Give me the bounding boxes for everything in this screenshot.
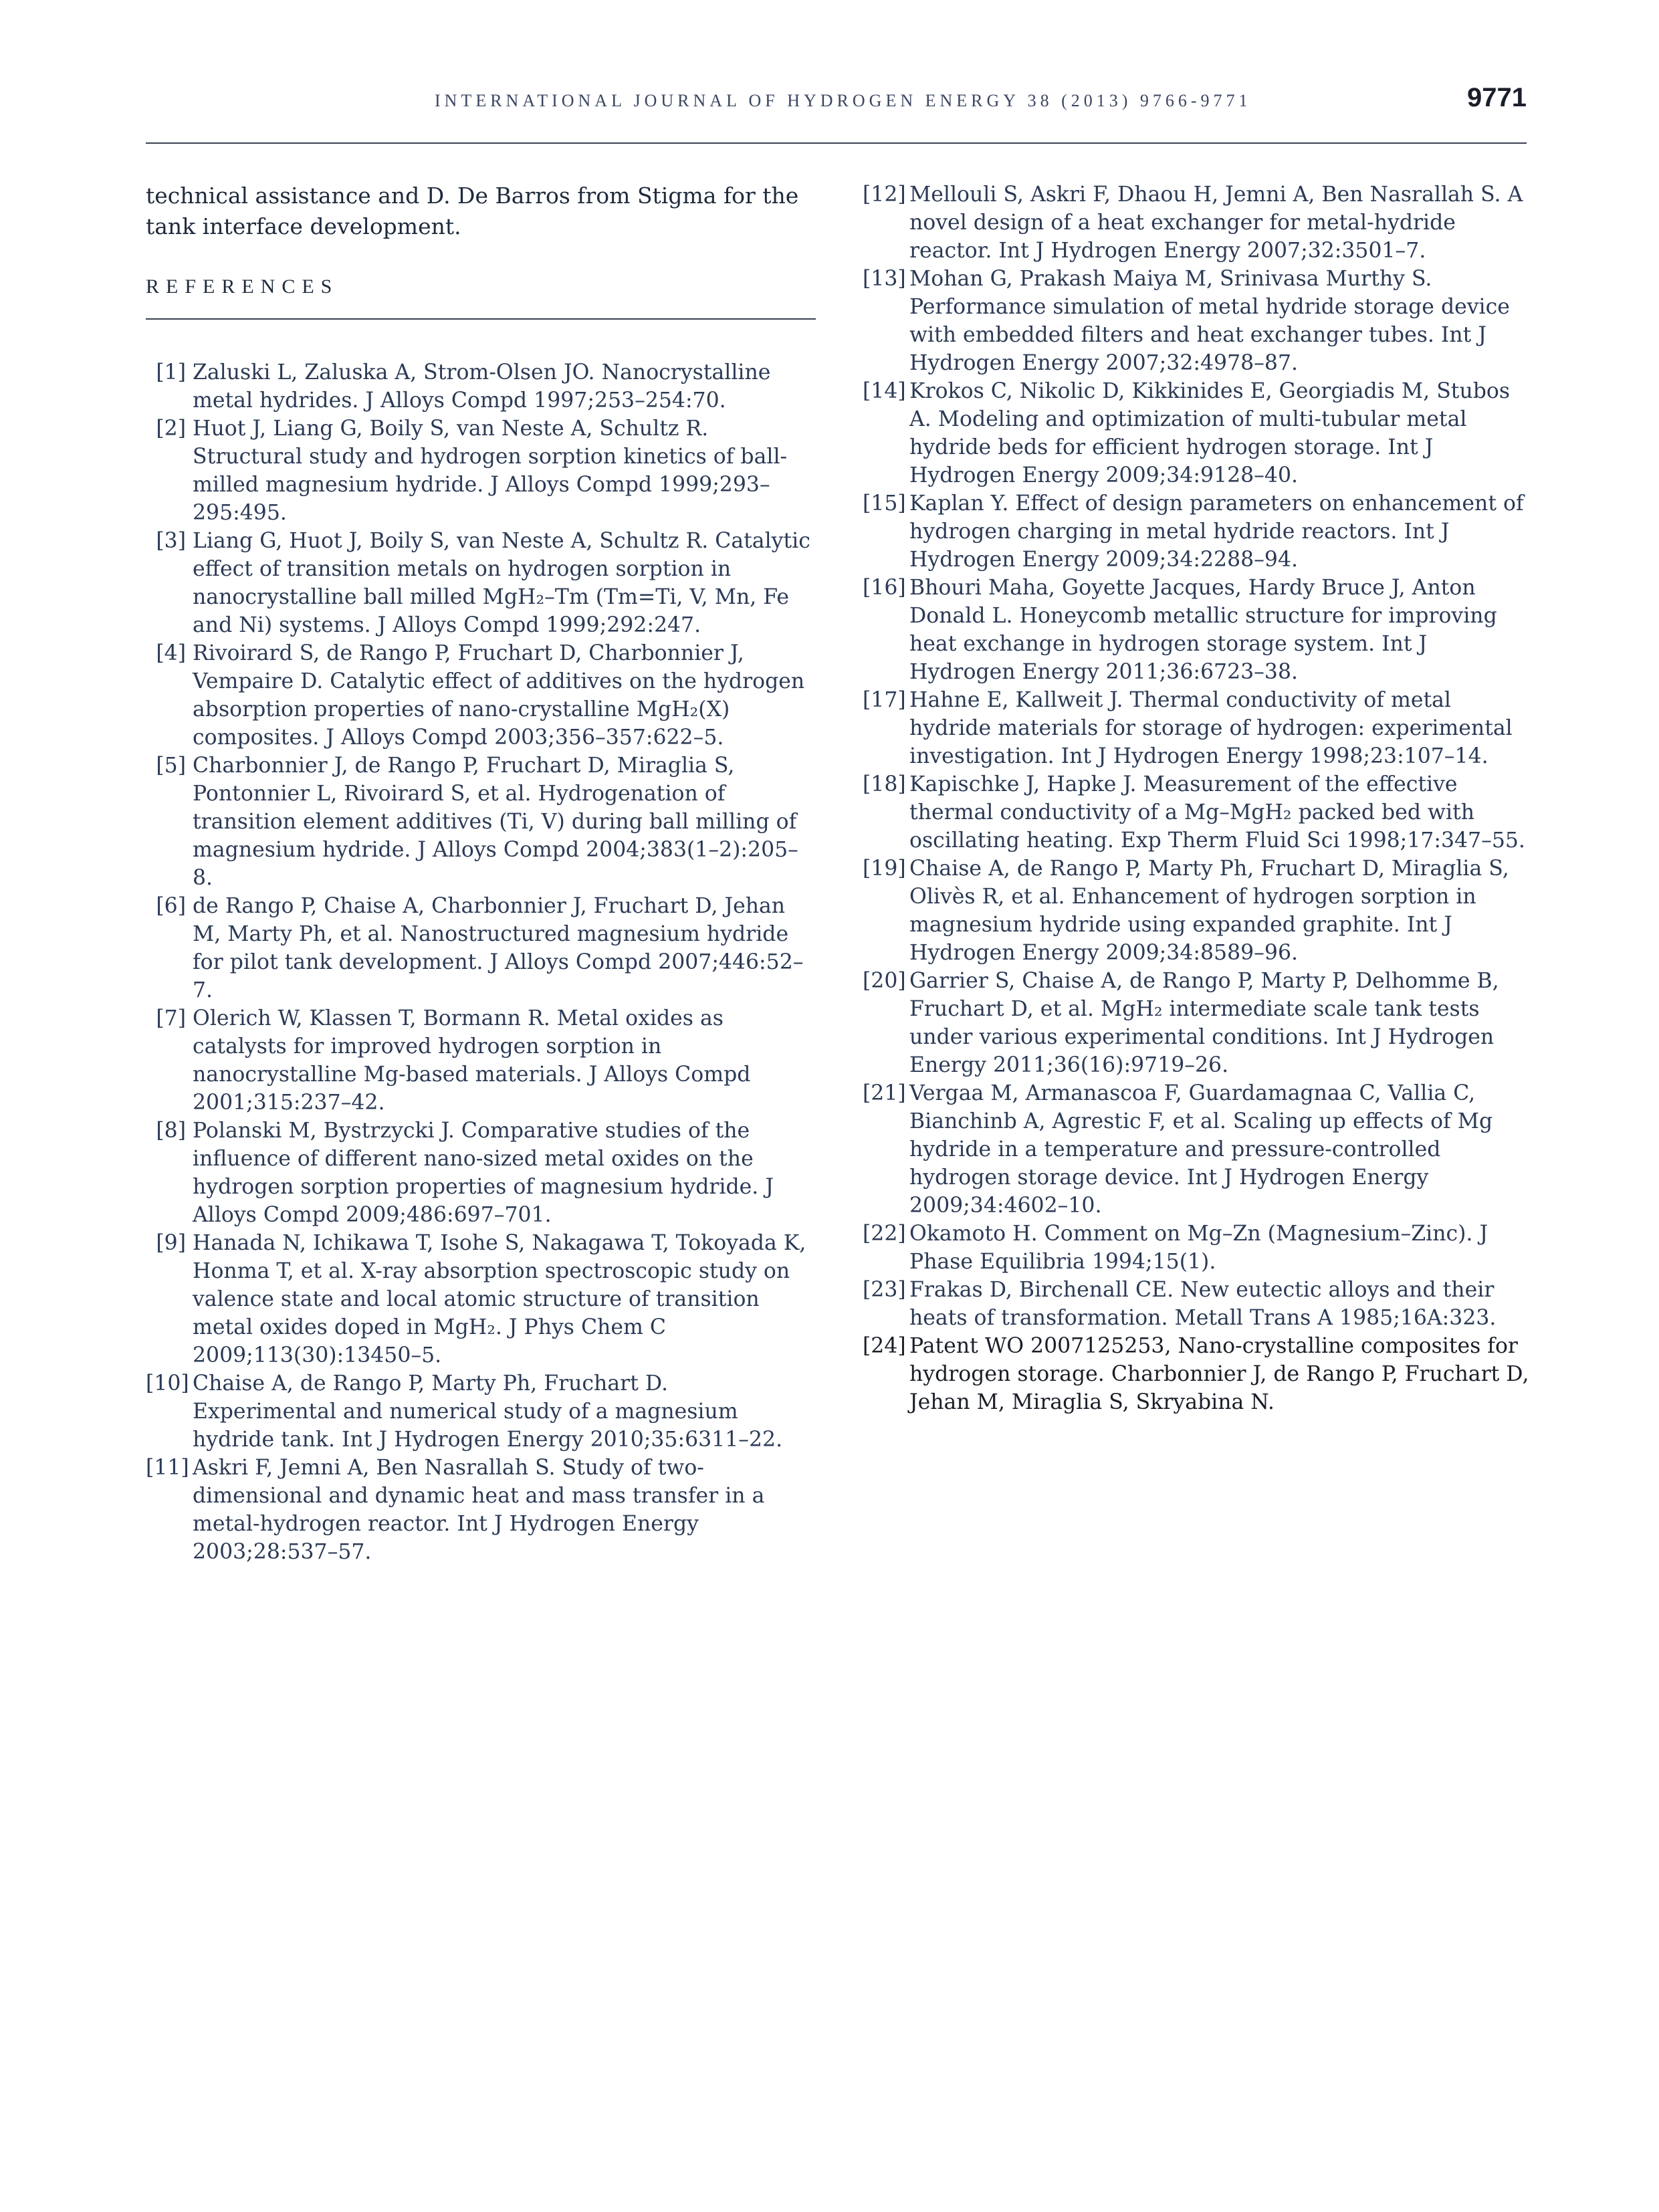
reference-text: Garrier S, Chaise A, de Rango P, Marty P, Delhomme B, Fruchart D, et al. MgH₂ intermediate scale tank tests under various experimental conditions. Int J Hydrogen Energy 2011;36(16):9719–26. <box>909 969 1499 1077</box>
reference-text: Mohan G, Prakash Maiya M, Srinivasa Murthy S. Performance simulation of metal hydride storage device with embedded filters and heat exchanger tubes. Int J Hydrogen Energy 2007;32:4978–87. <box>909 267 1510 375</box>
reference-text: Polanski M, Bystrzycki J. Comparative studies of the influence of different nano-sized metal oxides on the hydrogen sorption properties of magnesium hydride. J Alloys Compd 2009;486:697–701. <box>193 1119 774 1227</box>
reference-item <box>863 181 1533 265</box>
reference-item <box>863 1220 1533 1276</box>
reference-text: Olerich W, Klassen T, Bormann R. Metal oxides as catalysts for improved hydrogen sorption in nanocrystalline Mg-based materials. J Alloys Compd 2001;315:237–42. <box>193 1006 751 1115</box>
page-number: 9771 <box>1467 83 1527 112</box>
reference-number: [9] <box>156 1231 186 1255</box>
reference-item <box>146 415 816 527</box>
reference-number: [13] <box>863 267 906 291</box>
references-divider <box>146 318 816 320</box>
reference-item <box>863 855 1533 967</box>
reference-item <box>146 1454 816 1566</box>
reference-item <box>863 1276 1533 1332</box>
reference-number: [6] <box>156 894 186 918</box>
reference-text: Rivoirard S, de Rango P, Fruchart D, Charbonnier J, Vempaire D. Catalytic effect of additives on the hydrogen absorption properties of nano-crystalline MgH₂(X) composites. J Alloys Compd 2003;356–357:622–5. <box>193 641 805 750</box>
reference-number: [18] <box>863 772 906 796</box>
reference-item <box>863 489 1533 574</box>
acknowledgement-text: technical assistance and D. De Barros from Stigma for the tank interface development. <box>146 183 799 239</box>
reference-number: [16] <box>863 576 906 600</box>
reference-text: Patent WO 2007125253, Nano-crystalline composites for hydrogen storage. Charbonnier J, de Rango P, Fruchart D, Jehan M, Miraglia S, Skryabina N. <box>909 1334 1529 1414</box>
reference-number: [15] <box>863 491 906 516</box>
reference-item <box>146 527 816 639</box>
left-column <box>146 181 816 1566</box>
reference-text: Okamoto H. Comment on Mg–Zn (Magnesium–Zinc). J Phase Equilibria 1994;15(1). <box>909 1222 1488 1274</box>
reference-item <box>146 752 816 892</box>
reference-number: [5] <box>156 754 186 778</box>
reference-number: [21] <box>863 1081 906 1105</box>
reference-text: Charbonnier J, de Rango P, Fruchart D, Miraglia S, Pontonnier L, Rivoirard S, et al. Hydrogenation of transition element additives (Ti, V) during ball milling of magnesium hydride. J Alloys Compd 2004;383(1–2):205–8. <box>193 754 798 890</box>
reference-item <box>146 639 816 752</box>
reference-item <box>863 265 1533 377</box>
reference-item <box>146 1369 816 1454</box>
reference-text: Kapischke J, Hapke J. Measurement of the effective thermal conductivity of a Mg–MgH₂ packed bed with oscillating heating. Exp Therm Fluid Sci 1998;17:347–55. <box>909 772 1525 853</box>
reference-text: Vergaa M, Armanascoa F, Guardamagnaa C, Vallia C, Bianchinb A, Agrestic F, et al. Scaling up effects of Mg hydride in a temperature and pressure-controlled hydrogen storage device. Int J Hydrogen Energy 2009;34:4602–10. <box>909 1081 1493 1218</box>
reference-list-right <box>863 181 1533 1416</box>
reference-number: [23] <box>863 1278 906 1302</box>
reference-text: Bhouri Maha, Goyette Jacques, Hardy Bruce J, Anton Donald L. Honeycomb metallic structure for improving heat exchange in hydrogen storage system. Int J Hydrogen Energy 2011;36:6723–38. <box>909 576 1497 684</box>
reference-item <box>863 1079 1533 1220</box>
reference-text: Liang G, Huot J, Boily S, van Neste A, Schultz R. Catalytic effect of transition metals on hydrogen sorption in nanocrystalline ball milled MgH₂–Tm (Tm=Ti, V, Mn, Fe and Ni) systems. J Alloys Compd 1999;292:247. <box>193 529 810 637</box>
reference-number: [8] <box>156 1119 186 1143</box>
reference-text: Askri F, Jemni A, Ben Nasrallah S. Study of two-dimensional and dynamic heat and mass transfer in a metal-hydrogen reactor. Int J Hydrogen Energy 2003;28:537–57. <box>193 1456 765 1564</box>
reference-item <box>863 967 1533 1079</box>
reference-number: [20] <box>863 969 906 993</box>
reference-text: Kaplan Y. Effect of design parameters on enhancement of hydrogen charging in metal hydride reactors. Int J Hydrogen Energy 2009;34:2288–94. <box>909 491 1524 572</box>
reference-item <box>146 892 816 1004</box>
reference-item <box>863 770 1533 855</box>
reference-item <box>863 377 1533 489</box>
reference-number: [7] <box>156 1006 186 1030</box>
reference-number: [17] <box>863 688 906 712</box>
reference-number: [10] <box>146 1371 189 1396</box>
reference-list-left <box>146 358 816 1566</box>
reference-number: [4] <box>156 641 186 665</box>
reference-item <box>863 1332 1533 1416</box>
reference-text: Frakas D, Birchenall CE. New eutectic alloys and their heats of transformation. Metall Trans A 1985;16A:323. <box>909 1278 1497 1330</box>
reference-text: Krokos C, Nikolic D, Kikkinides E, Georgiadis M, Stubos A. Modeling and optimization of multi-tubular metal hydride beds for efficient hydrogen storage. Int J Hydrogen Energy 2009;34:9128–40. <box>909 379 1511 487</box>
reference-number: [22] <box>863 1222 906 1246</box>
journal-running-header: INTERNATIONAL JOURNAL OF HYDROGEN ENERGY 38 (2013) 9766-9771 <box>435 91 1252 110</box>
reference-number: [12] <box>863 183 906 207</box>
reference-number: [3] <box>156 529 186 553</box>
reference-text: Huot J, Liang G, Boily S, van Neste A, Schultz R. Structural study and hydrogen sorption kinetics of ball-milled magnesium hydride. J Alloys Compd 1999;293–295:495. <box>193 417 788 525</box>
reference-item <box>863 574 1533 686</box>
reference-text: de Rango P, Chaise A, Charbonnier J, Fruchart D, Jehan M, Marty Ph, et al. Nanostructured magnesium hydride for pilot tank development. J Alloys Compd 2007;446:52–7. <box>193 894 804 1002</box>
reference-text: Chaise A, de Rango P, Marty Ph, Fruchart D. Experimental and numerical study of a magnesium hydride tank. Int J Hydrogen Energy 2010;35:6311–22. <box>193 1371 783 1452</box>
reference-item <box>146 358 816 415</box>
references-heading: REFERENCES <box>146 275 339 298</box>
reference-text: Mellouli S, Askri F, Dhaou H, Jemni A, Ben Nasrallah S. A novel design of a heat exchanger for metal-hydride reactor. Int J Hydrogen Energy 2007;32:3501–7. <box>909 183 1523 263</box>
reference-item <box>863 686 1533 770</box>
reference-number: [1] <box>156 360 186 384</box>
header-divider <box>146 142 1527 144</box>
reference-item <box>146 1117 816 1229</box>
reference-text: Zaluski L, Zaluska A, Strom-Olsen JO. Nanocrystalline metal hydrides. J Alloys Compd 1997;253–254:70. <box>193 360 771 413</box>
reference-text: Chaise A, de Rango P, Marty Ph, Fruchart D, Miraglia S, Olivès R, et al. Enhancement of hydrogen sorption in magnesium hydride using expanded graphite. Int J Hydrogen Energy 2009;34:8589–96. <box>909 857 1509 965</box>
reference-number: [19] <box>863 857 906 881</box>
reference-text: Hanada N, Ichikawa T, Isohe S, Nakagawa T, Tokoyada K, Honma T, et al. X-ray absorption spectroscopic study on valence state and local atomic structure of transition metal oxides doped in MgH₂. J Phys Chem C 2009;113(30):13450–5. <box>193 1231 806 1367</box>
reference-number: [14] <box>863 379 906 403</box>
reference-number: [24] <box>863 1334 906 1358</box>
reference-item <box>146 1229 816 1369</box>
right-column <box>863 181 1533 1416</box>
reference-text: Hahne E, Kallweit J. Thermal conductivity of metal hydride materials for storage of hydrogen: experimental investigation. Int J Hydrogen Energy 1998;23:107–14. <box>909 688 1513 768</box>
reference-item <box>146 1004 816 1117</box>
reference-number: [2] <box>156 417 186 441</box>
reference-number: [11] <box>146 1456 189 1480</box>
